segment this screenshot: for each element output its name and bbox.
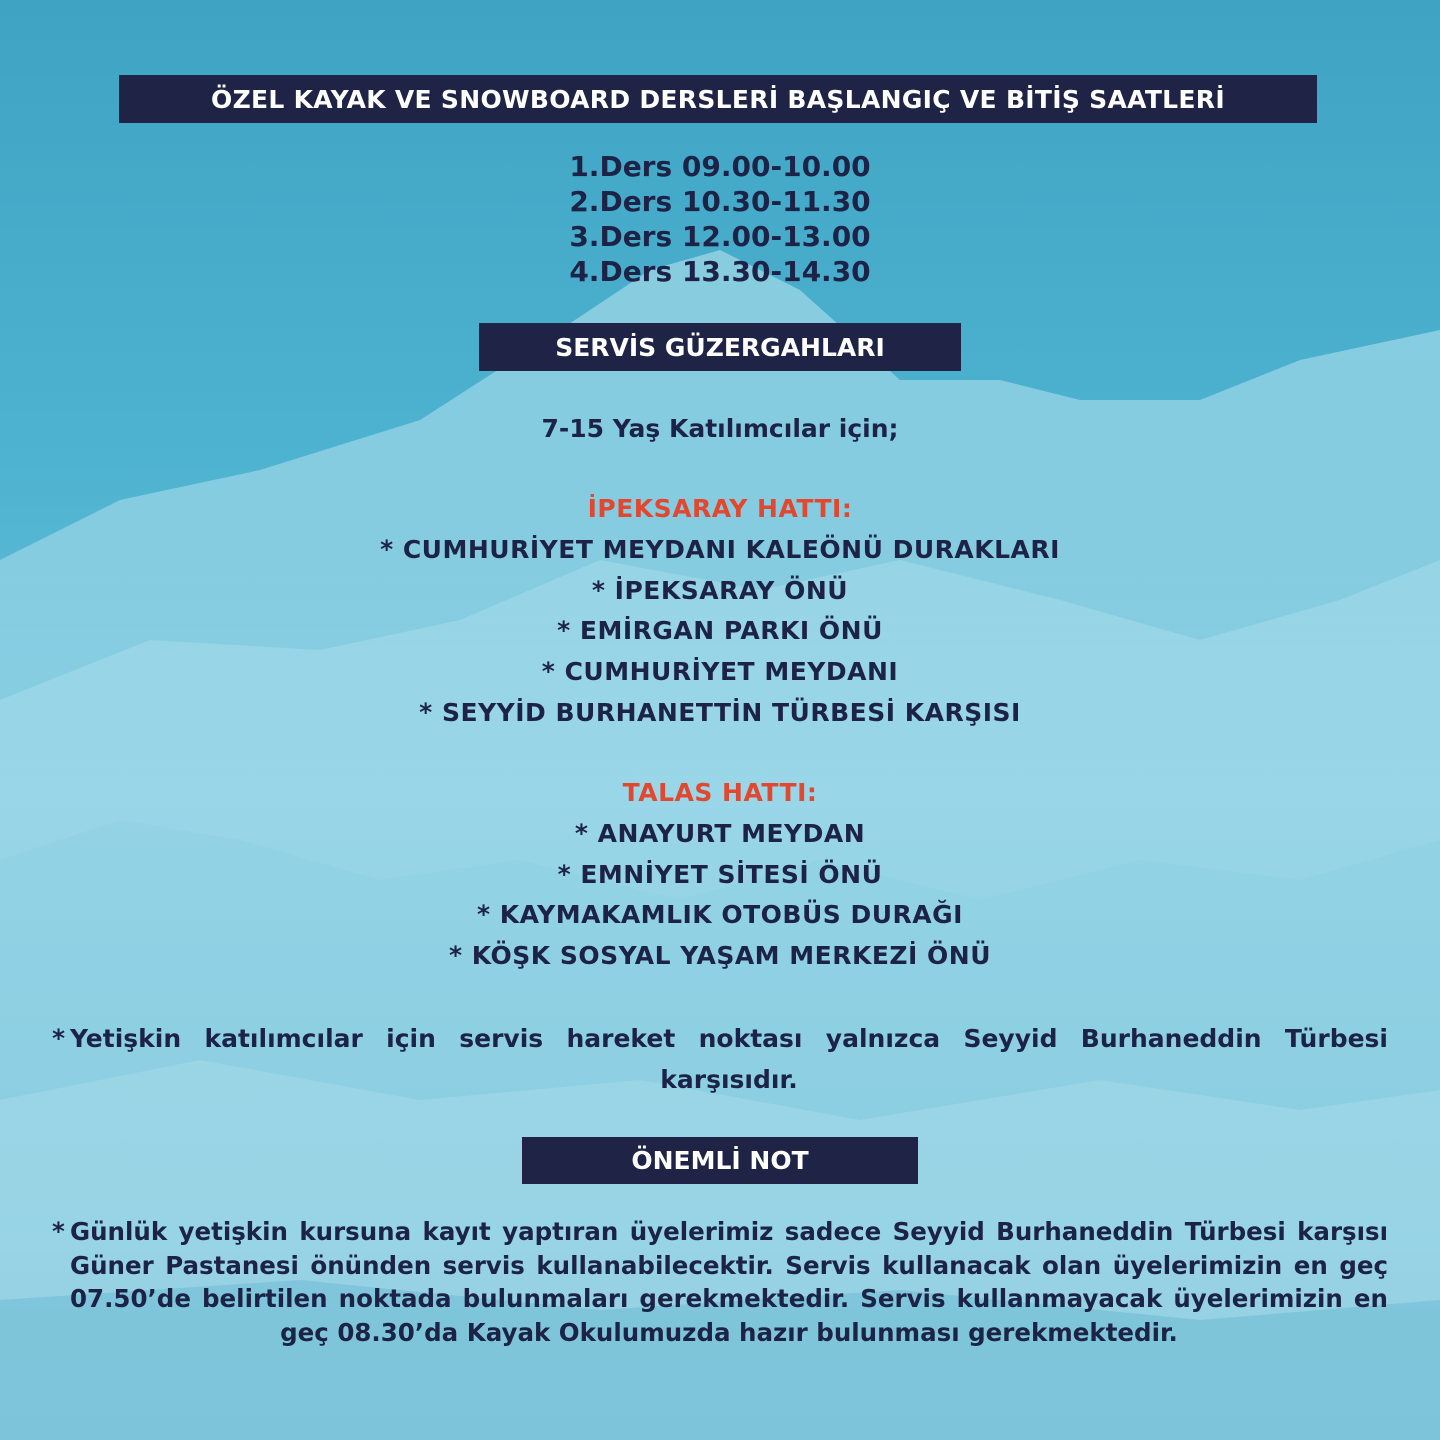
schedule-heading: ÖZEL KAYAK VE SNOWBOARD DERSLERİ BAŞLANGIÇ VE BİTİŞ SAATLERİ — [211, 84, 1225, 114]
route-stop: * EMNİYET SİTESİ ÖNÜ — [557, 859, 883, 889]
route-stop: * KÖŞK SOSYAL YAŞAM MERKEZİ ÖNÜ — [448, 941, 992, 971]
ipeksaray-route-title: İPEKSARAY HATTI: — [587, 494, 853, 523]
age-group-label — [0, 409, 1440, 449]
route-stop: * ANAYURT MEYDAN — [574, 818, 866, 848]
route-stop: * EMİRGAN PARKI ÖNÜ — [557, 616, 883, 646]
route-stop: * İPEKSARAY ÖNÜ — [591, 575, 849, 605]
route-stop: * KAYMAKAMLIK OTOBÜS DURAĞI — [477, 900, 963, 930]
adult-service-note-text: Yetişkin katılımcılar için servis hareket noktası yalnızca Seyyid Burhaneddin Türbesi karşısıdır. — [70, 1024, 1388, 1094]
lesson-time: 2.Ders 10.30-11.30 — [569, 185, 871, 218]
schedule-heading-banner — [119, 75, 1317, 123]
important-note-paragraph — [52, 1215, 1388, 1349]
adult-service-note — [52, 1018, 1388, 1100]
route-stop: * CUMHURİYET MEYDANI — [541, 657, 899, 687]
age-group-text: 7-15 Yaş Katılımcılar için; — [541, 414, 899, 443]
important-note-text: Günlük yetişkin kursuna kayıt yaptıran üyelerimiz sadece Seyyid Burhaneddin Türbesi karşısı Güner Pastanesi önünden servis kullanabilecektir. Servis kullanacak olan üyelerimizin en geç 07.50’de belirtilen noktada bulunmaları gerekmektedir. Servis kullanmayacak üyelerimizin en geç 08.30’da Kayak Okulumuzda hazır bulunması gerekmektedir. — [70, 1217, 1388, 1347]
lesson-time: 4.Ders 13.30-14.30 — [569, 255, 871, 288]
route-stop: * SEYYİD BURHANETTİN TÜRBESİ KARŞISI — [419, 697, 1021, 727]
route-stop: * CUMHURİYET MEYDANI KALEÖNÜ DURAKLARI — [380, 534, 1060, 564]
routes-heading-banner — [479, 323, 961, 371]
bullet-asterisk: * — [52, 1217, 65, 1246]
lesson-time: 1.Ders 09.00-10.00 — [569, 150, 871, 183]
important-note-banner — [522, 1137, 918, 1184]
lesson-time: 3.Ders 12.00-13.00 — [569, 220, 871, 253]
talas-route-title: TALAS HATTI: — [622, 778, 818, 807]
bullet-asterisk: * — [52, 1024, 66, 1053]
lesson-times — [0, 149, 1440, 289]
important-note-heading: ÖNEMLİ NOT — [631, 1146, 809, 1175]
talas-route — [0, 773, 1440, 977]
routes-heading: SERVİS GÜZERGAHLARI — [555, 332, 885, 362]
ipeksaray-route — [0, 489, 1440, 734]
